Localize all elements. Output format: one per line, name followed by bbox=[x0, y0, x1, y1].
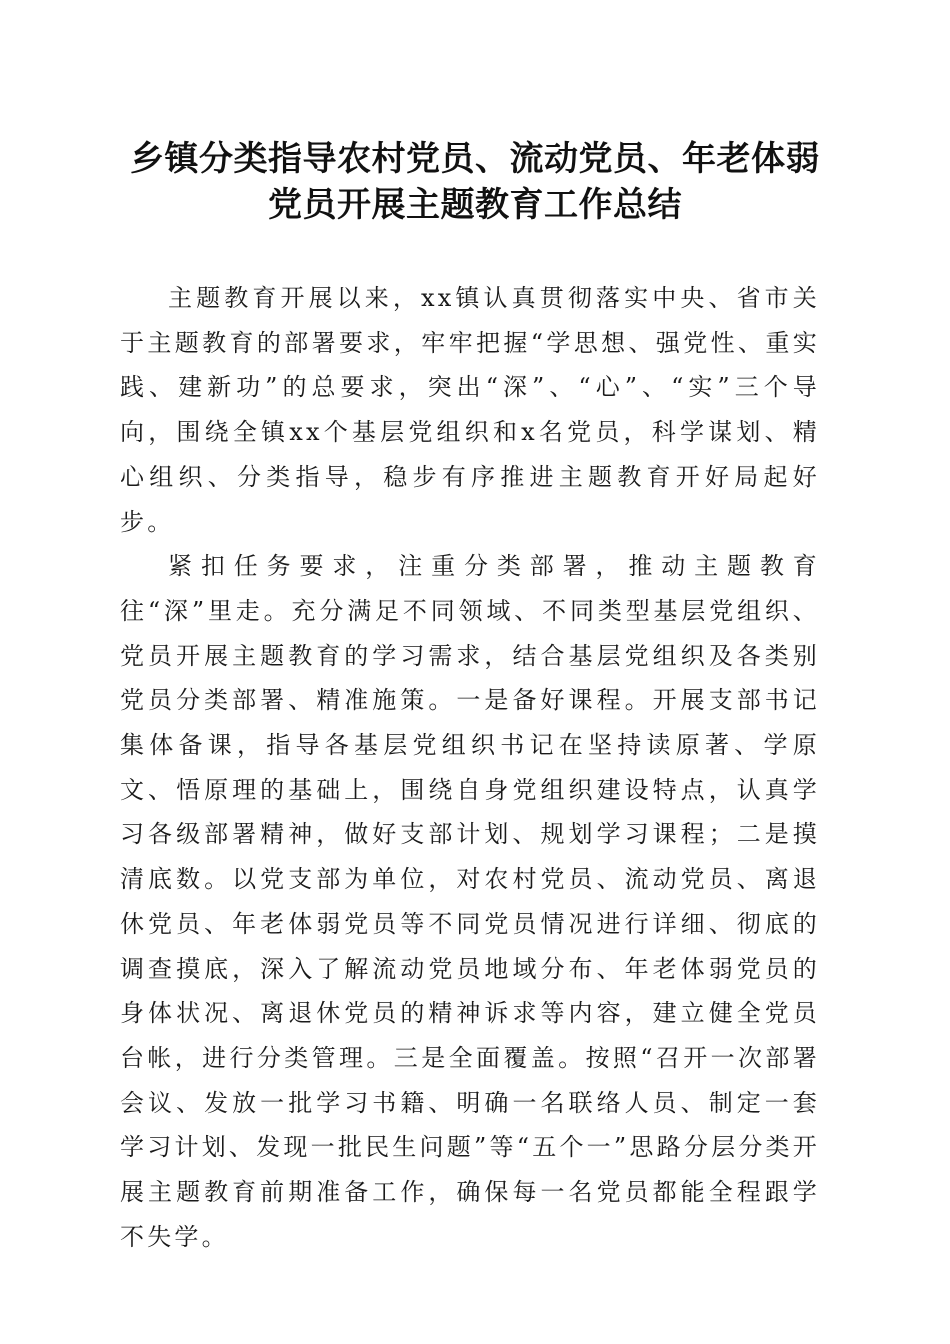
title-line-1: 乡镇分类指导农村党员、流动党员、年老体弱 bbox=[130, 139, 820, 179]
title-line-2: 党员开展主题教育工作总结 bbox=[268, 185, 682, 225]
paragraph-intro: 主题教育开展以来，xx镇认真贯彻落实中央、省市关于主题教育的部署要求，牢牢把握“学思想、强党性、重实践、建新功”的总要求，突出“深”、“心”、“实”三个导向，围绕全镇xx个基层党组织和x名党员，科学谋划、精心组织、分类指导，稳步有序推进主题教育开好局起好步。 bbox=[120, 284, 820, 536]
paragraph-classified-deployment: 紧扣任务要求，注重分类部署，推动主题教育往“深”里走。充分满足不同领域、不同类型基层党组织、党员开展主题教育的学习需求，结合基层党组织及各类别党员分类部署、精准施策。一是备好课程。开展支部书记集体备课，指导各基层党组织书记在坚持读原著、学原文、悟原理的基础上，围绕自身党组织建设特点，认真学习各级部署精神，做好支部计划、规划学习课程；二是摸清底数。以党支部为单位，对农村党员、流动党员、离退休党员、年老体弱党员等不同党员情况进行详细、彻底的调查摸底，深入了解流动党员地域分布、年老体弱党员的身体状况、离退休党员的精神诉求等内容，建立健全党员台帐，进行分类管理。三是全面覆盖。按照“召开一次部署会议、发放一批学习书籍、明确一名联络人员、制定一套学习计划、发现一批民生问题”等“五个一”思路分层分类开展主题教育前期准备工作，确保每一名党员都能全程跟学不失学。 bbox=[120, 552, 820, 1251]
document-title bbox=[100, 136, 850, 228]
document-body bbox=[120, 276, 820, 1259]
